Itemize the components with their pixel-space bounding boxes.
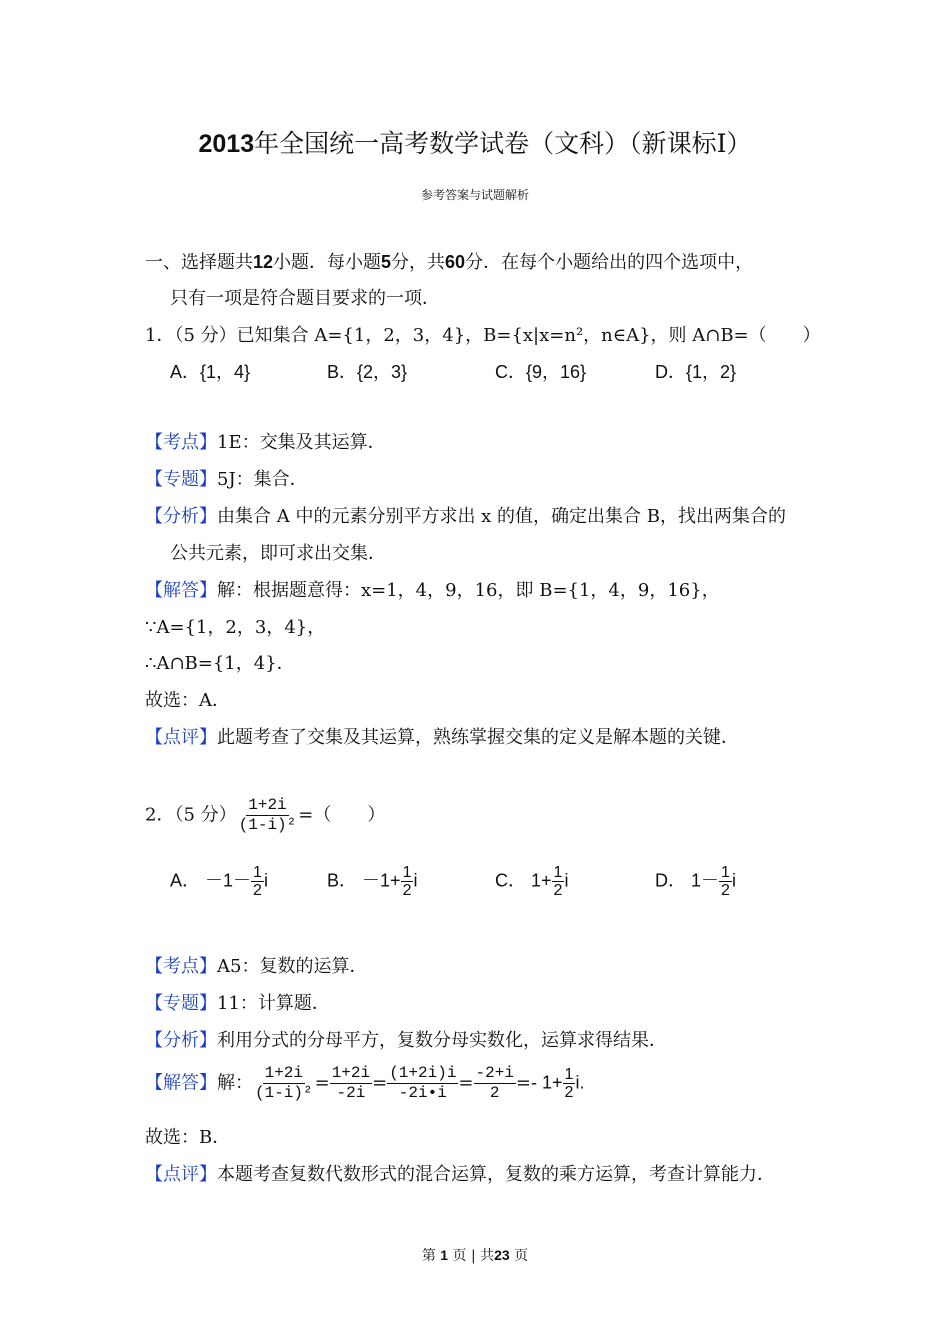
section-heading: 一、选择题共12小题．每小题5分，共60分．在每个小题给出的四个选项中， [145,252,754,273]
q1-option-a: A．{1，4} [170,362,251,382]
q1-dianping: 【点评】此题考查了交集及其运算，熟练掌握交集的定义是解本题的关键． [145,727,739,748]
q1-kaodian: 【考点】1E：交集及其运算． [145,432,386,453]
q2-option-d: D． 1－ $\frac{1}{2}$ i [655,864,736,899]
q2-stem-fraction: $\frac{1+2i}{\text{(1-i)²}}$ [238,796,297,834]
page-subtitle: 参考答案与试题解析 [420,188,529,202]
q1-fenxi: 【分析】由集合 A 中的元素分别平方求出 x 的值，确定出集合 B，找出两集合的 [145,506,786,527]
page-title: 2013年全国统一高考数学试卷（文科）（新课标Ⅰ） [198,129,752,158]
q2-jieda: 【解答】解： $\frac{1+2i}{\text{(1-i)²}}$ = $\frac{1+2i}{-2i}$ = $\frac{(1+2i)i}{-2i•i}$ = $\frac{-2+i}{2}$ =- 1+ $\frac{1}{2}$ i. [145,1064,585,1102]
section-heading-line2: 只有一项是符合题目要求的一项． [170,288,440,309]
q1-option-b: B．{2，3} [327,362,408,382]
q2-option-b: B． －1+ $\frac{1}{2}$ i [327,864,418,899]
q2-dianping: 【点评】本题考查复数代数形式的混合运算，复数的乘方运算，考查计算能力． [145,1164,775,1185]
q2-zhuanti: 【专题】11：计算题． [145,993,330,1014]
page-footer: 第 1 页 | 共23 页 [421,1247,529,1264]
q1-stem: 1．（5 分）已知集合 A={1，2，3，4}，B={x|x=n²，n∈A}，则 A∩B=（ ） [145,325,821,346]
q1-option-c: C．{9，16} [495,362,587,382]
q2-stem: 2．（5 分） $\frac{1+2i}{\text{(1-i)²}}$ =（ ） [145,796,386,834]
q1-zhuanti: 【专题】5J：集合． [145,469,308,490]
q2-option-a: A． －1－ $\frac{1}{2}$ i [170,864,268,899]
q1-fenxi-line2: 公共元素，即可求出交集． [170,543,386,564]
q2-option-c: C． 1+ $\frac{1}{2}$ i [495,864,569,899]
q1-therefore: ∴A∩B={1，4}． [145,653,295,674]
q1-jieda: 【解答】解：根据题意得：x=1，4，9，16，即 B={1，4，9，16}， [145,580,720,601]
q1-because: ∵A={1，2，3，4}， [145,617,326,638]
q1-answer: 故选：A． [145,690,230,711]
q1-option-d: D．{1，2} [655,362,737,382]
q2-kaodian: 【考点】A5：复数的运算． [145,956,368,977]
q2-answer: 故选：B． [145,1127,231,1148]
q2-fenxi: 【分析】利用分式的分母平方，复数分母实数化，运算求得结果． [145,1030,667,1051]
